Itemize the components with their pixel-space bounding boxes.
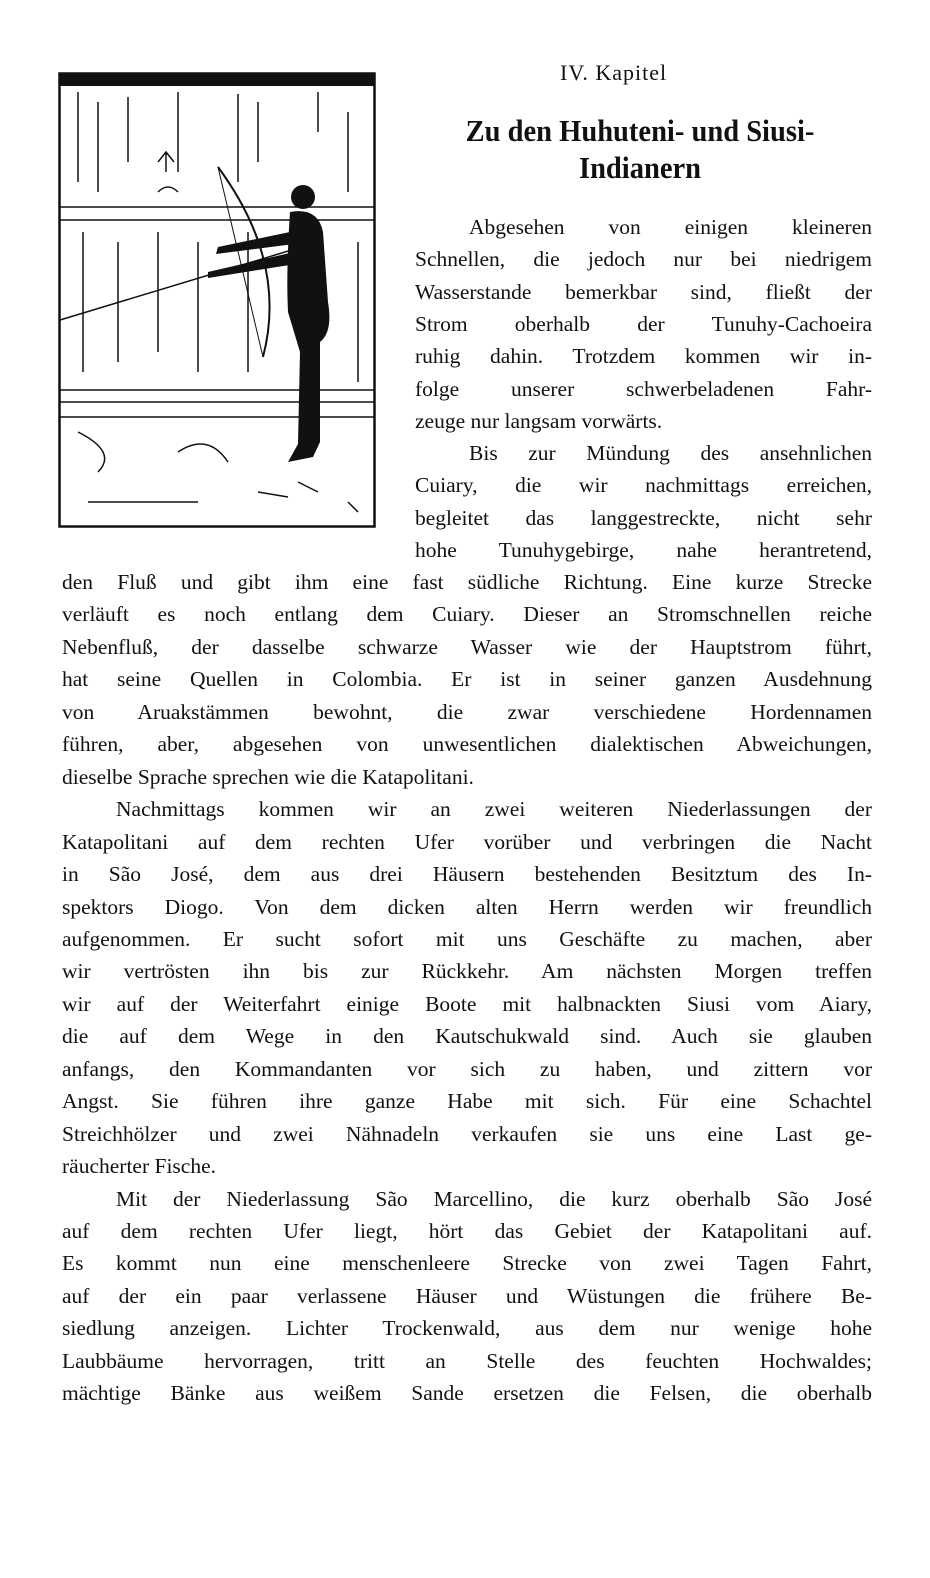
text-line: wir auf der Weiterfahrt einige Boote mit halbnackten Siusi vom Aiary, bbox=[62, 991, 872, 1016]
text-line: Nachmittags kommen wir an zwei weiteren Niederlassungen der bbox=[116, 797, 872, 822]
text-line: Schnellen, die jedoch nur bei niedrigem bbox=[415, 247, 872, 272]
text-line: ruhig dahin. Trotzdem kommen wir in- bbox=[415, 344, 872, 369]
text-line: folge unserer schwerbeladenen Fahr- bbox=[415, 376, 872, 401]
text-line: zeuge nur langsam vorwärts. bbox=[415, 408, 663, 433]
text-line: begleitet das langgestreckte, nicht sehr bbox=[415, 505, 872, 530]
chapter-heading: IV. Kapitel bbox=[560, 60, 668, 85]
text-line: Strom oberhalb der Tunuhy-Cachoeira bbox=[415, 311, 872, 336]
text-line: spektors Diogo. Von dem dicken alten Herrn werden wir freundlich bbox=[62, 894, 872, 919]
text-line: Wasserstande bemerkbar sind, fließt der bbox=[415, 279, 872, 304]
text-line: wir vertrösten ihn bis zur Rückkehr. Am nächsten Morgen treffen bbox=[62, 959, 872, 984]
text-line: aufgenommen. Er sucht sofort mit uns Geschäfte zu machen, aber bbox=[62, 926, 872, 951]
text-line: die auf dem Wege in den Kautschukwald sind. Auch sie glauben bbox=[62, 1024, 872, 1049]
text-line: in São José, dem aus drei Häusern bestehenden Besitztum des In- bbox=[62, 862, 872, 887]
text-line: den Fluß und gibt ihm eine fast südliche Richtung. Eine kurze Strecke bbox=[62, 570, 872, 594]
chapter-title bbox=[424, 112, 856, 186]
text-line: siedlung anzeigen. Lichter Trockenwald, aus dem nur wenige hohe bbox=[62, 1316, 872, 1341]
text-line: Streichhölzer und zwei Nähnadeln verkaufen sie uns eine Last ge- bbox=[62, 1121, 872, 1146]
text-line: Cuiary, die wir nachmittags erreichen, bbox=[415, 473, 872, 498]
text-line: Angst. Sie führen ihre ganze Habe mit sich. Für eine Schachtel bbox=[62, 1089, 872, 1114]
text-line: räucherter Fische. bbox=[62, 1154, 217, 1179]
text-line: auf dem rechten Ufer liegt, hört das Gebiet der Katapolitani auf. bbox=[62, 1219, 872, 1243]
text-line: Es kommt nun eine menschenleere Strecke von zwei Tagen Fahrt, bbox=[62, 1251, 872, 1276]
title-line: Zu den Huhuteni- und Siusi- bbox=[465, 113, 815, 148]
text-line: Abgesehen von einigen kleineren bbox=[469, 215, 872, 239]
text-line: verläuft es noch entlang dem Cuiary. Dieser an Stromschnellen reiche bbox=[62, 602, 872, 627]
text-line: mächtige Bänke aus weißem Sande ersetzen die Felsen, die oberhalb bbox=[62, 1381, 872, 1406]
title-line: Indianern bbox=[578, 150, 702, 185]
text-line: Katapolitani auf dem rechten Ufer vorüber und verbringen die Nacht bbox=[62, 829, 872, 854]
text-line: auf der ein paar verlassene Häuser und Wüstungen die frühere Be- bbox=[62, 1283, 872, 1308]
text-line: führen, aber, abgesehen von unwesentlichen dialektischen Abweichungen, bbox=[62, 732, 872, 757]
text-line: Mit der Niederlassung São Marcellino, die kurz oberhalb São José bbox=[116, 1186, 872, 1211]
text-line: hat seine Quellen in Colombia. Er ist in seiner ganzen Ausdehnung bbox=[62, 667, 872, 692]
text-line: Nebenfluß, der dasselbe schwarze Wasser wie der Hauptstrom führt, bbox=[62, 634, 872, 659]
text-line: Laubbäume hervorragen, tritt an Stelle des feuchten Hochwaldes; bbox=[62, 1348, 872, 1373]
text-line: hohe Tunuhygebirge, nahe herantretend, bbox=[415, 538, 872, 562]
text-line: anfangs, den Kommandanten vor sich zu haben, und zittern vor bbox=[62, 1056, 872, 1081]
archer-illustration bbox=[58, 72, 376, 528]
text-line: Bis zur Mündung des ansehnlichen bbox=[469, 441, 872, 466]
text-line: dieselbe Sprache sprechen wie die Katapolitani. bbox=[62, 764, 474, 789]
text-line: von Aruakstämmen bewohnt, die zwar verschiedene Hordennamen bbox=[62, 699, 872, 724]
